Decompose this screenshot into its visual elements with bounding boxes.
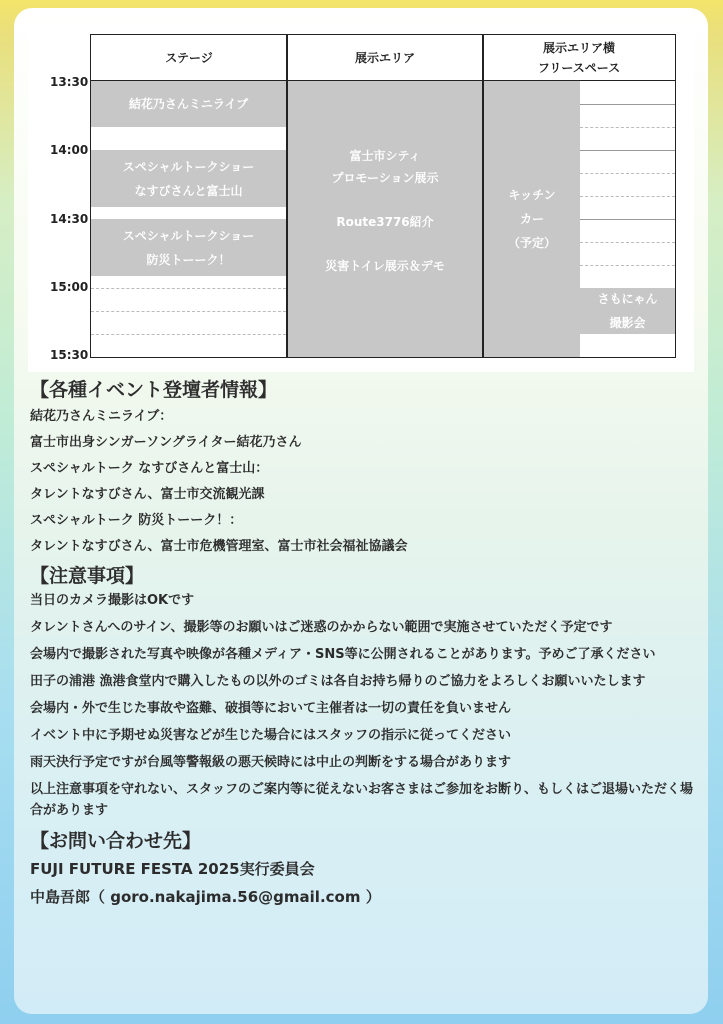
grid-row-line (580, 150, 675, 152)
notes-section-title: 【注意事項】 (30, 565, 145, 587)
free-space-event-block (484, 81, 580, 357)
contact-organization: FUJI FUTURE FESTA 2025実行委員会 (30, 860, 315, 878)
stage-event-title: 結花乃さんミニライブ (128, 97, 249, 111)
grid-row-line (580, 127, 675, 129)
contact-email[interactable]: 中島吾郎（ goro.nakajima.56@gmail.com ） (30, 888, 381, 906)
note-item: タレントさんへのサイン、撮影等のお願いはご迷惑のかからない範囲で実施させていただく予定です (30, 620, 613, 635)
column-header-stage: ステージ (91, 35, 287, 81)
grid-row-line (580, 104, 675, 106)
exhibit-event-title: 富士市シティ プロモーション展示 Route3776紹介 災害トイレ展示＆デモ (325, 149, 445, 273)
info-content (30, 376, 700, 911)
grid-row-line (580, 173, 675, 175)
column-header-exhibit: 展示エリア (287, 35, 483, 81)
note-item: 田子の浦港 漁港食堂内で購入したもの以外のゴミは各自お持ち帰りのご協力をよろしくお願いいたします (30, 674, 646, 689)
time-label: 14:30 (50, 212, 89, 226)
free-space-event-title: さもにゃん 撮影会 (597, 292, 658, 330)
performer-line: タレントなすびさん、富士市危機管理室、富士市社会福祉協議会 (30, 539, 408, 554)
column-header-free-space: 展示エリア横 フリースペース (483, 35, 675, 81)
grid-row-line (91, 334, 286, 336)
stage-event-title: スペシャルトークショー なすびさんと富士山 (122, 159, 255, 198)
time-label: 15:30 (50, 348, 89, 362)
grid-row-line (580, 242, 675, 244)
time-label: 14:00 (50, 143, 89, 157)
free-space-event-title: キッチン カー （予定） (507, 188, 556, 250)
stage-event-block (91, 81, 286, 127)
note-item: 雨天決行予定ですが台風等警報級の悪天候時には中止の判断をする場合があります (30, 755, 512, 770)
performer-line: タレントなすびさん、富士市交流観光課 (30, 487, 265, 502)
performer-line: 富士市出身シンガーソングライター結花乃さん (30, 435, 302, 450)
time-label: 15:00 (50, 280, 89, 294)
stage-event-block (91, 219, 286, 276)
performer-line: スペシャルトーク 防災トーーク！： (30, 513, 243, 528)
note-item: 以上注意事項を守れない、スタッフのご案内等に従えないお客さまはご参加をお断り、もしくはご退場いただく場合があります (30, 782, 694, 818)
stage-event-title: スペシャルトークショー 防災トーーク！ (122, 228, 255, 267)
free-space-event-block (580, 288, 675, 334)
contact-section-title: 【お問い合わせ先】 (30, 830, 202, 852)
stage-event-block (91, 150, 286, 207)
performer-line: スペシャルトーク なすびさんと富士山： (30, 461, 269, 476)
note-item: 会場内・外で生じた事故や盗難、破損等において主催者は一切の責任を負いません (30, 701, 512, 716)
performers-section-title: 【各種イベント登壇者情報】 (30, 379, 278, 401)
time-label: 13:30 (50, 75, 89, 89)
performer-line: 結花乃さんミニライブ： (30, 409, 173, 424)
note-item: 会場内で撮影された写真や映像が各種メディア・SNS等に公開されることがあります。予めご了承ください (30, 647, 656, 662)
schedule-table (28, 22, 694, 372)
note-item: イベント中に予期せぬ災害などが生じた場合にはスタッフの指示に従ってください (30, 728, 512, 743)
note-item: 当日のカメラ撮影はOKです (30, 593, 195, 608)
grid-row-line (580, 265, 675, 267)
grid-row-line (91, 311, 286, 313)
grid-row-line (580, 196, 675, 198)
exhibit-event-block (288, 81, 482, 357)
schedule-grid (90, 34, 676, 358)
grid-row-line (91, 288, 286, 290)
grid-row-line (580, 219, 675, 221)
